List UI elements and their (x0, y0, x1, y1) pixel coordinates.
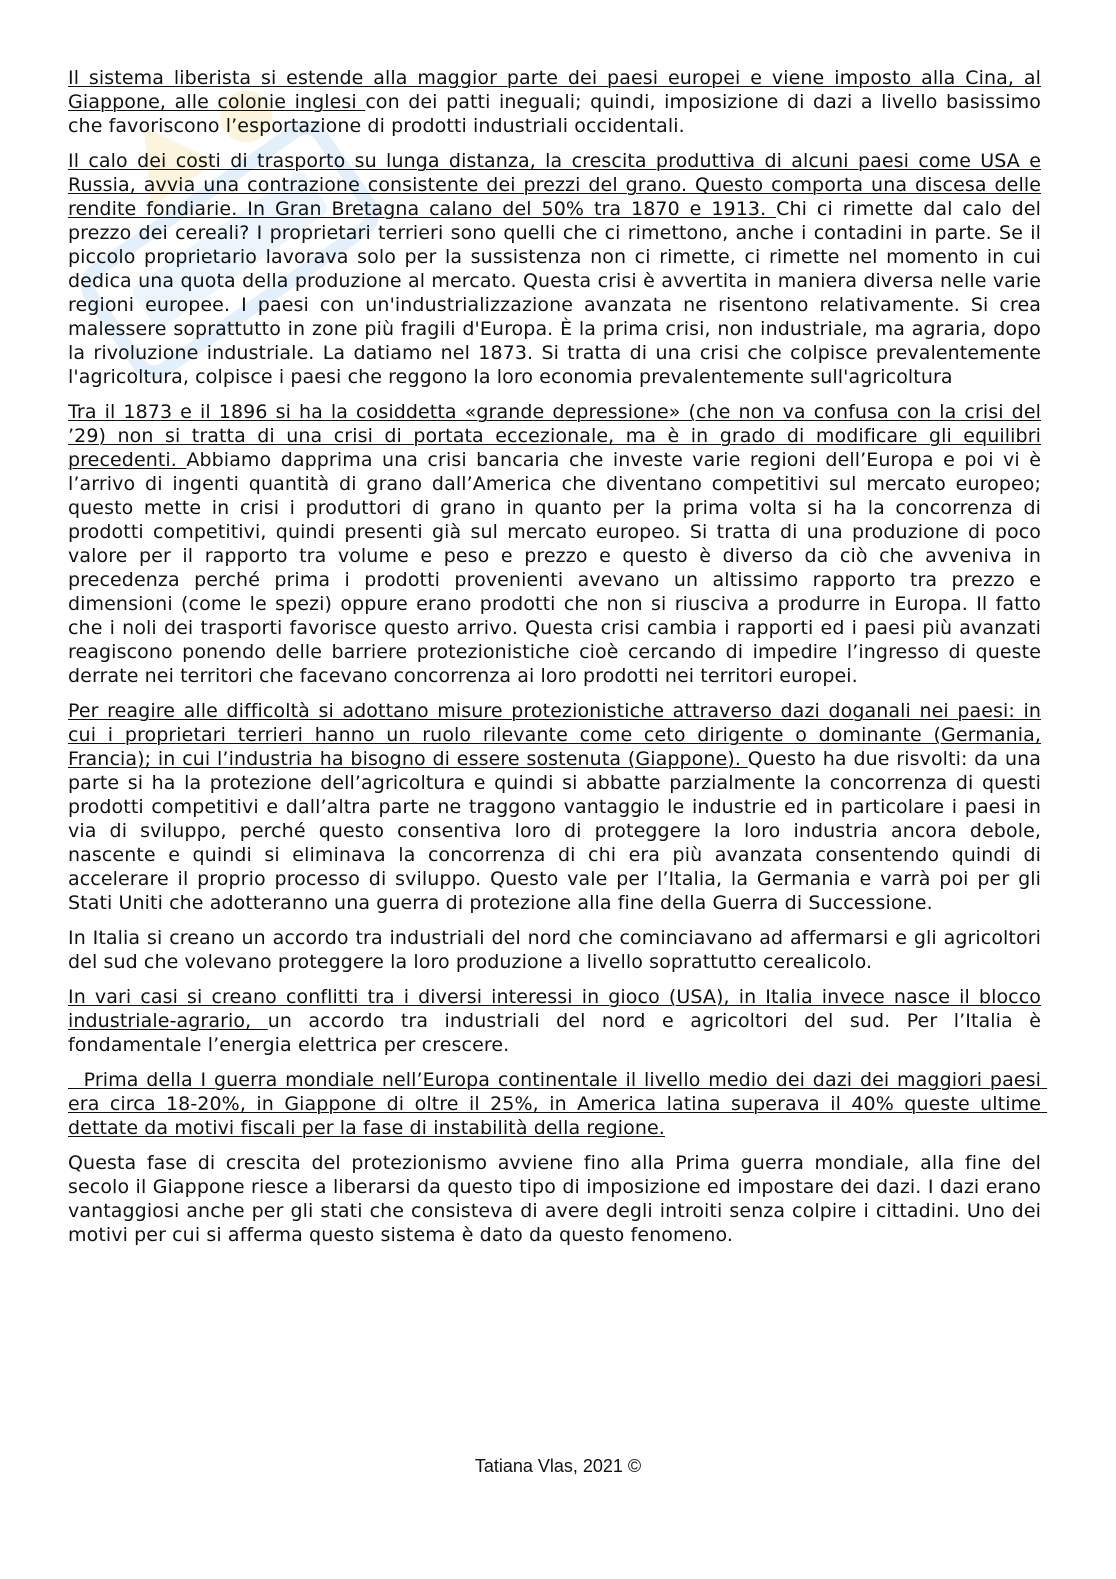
paragraph-5-text: In Italia si creano un accordo tra industriali del nord che cominciavano ad affermarsi e gli agricoltori del sud che volevano proteggere la loro produzione a livello soprattutto cerealicolo. (68, 927, 1041, 973)
paragraph-7 (68, 1068, 1048, 1140)
paragraph-2 (68, 149, 1041, 389)
paragraph-1 (68, 66, 1041, 138)
document-body (68, 66, 1048, 1258)
paragraph-4-underlined: Per reagire alle difficoltà si adottano misure protezionistiche attraverso dazi doganali nei paesi: in cui i proprietari terrieri hanno un ruolo rilevante come ceto dirigente o dominante (Germania, Francia); in cui l’industria ha bisogno di essere sostenuta (Giappone). (68, 700, 1041, 770)
paragraph-3-underlined: Tra il 1873 e il 1896 si ha la cosiddetta «grande depressione» (che non va confusa con la crisi del ’29) non si tratta di una crisi di portata eccezionale, ma è in grado di modificare gli equilibri precedenti. (68, 401, 1041, 471)
paragraph-2-underlined: Il calo dei costi di trasporto su lunga distanza, la crescita produttiva di alcuni paesi come USA e Russia, avvia una contrazione consistente dei prezzi del grano. Questo comporta una discesa delle rendite fondiarie. In Gran Bretagna calano del 50% tra 1870 e 1913. (68, 150, 1041, 220)
paragraph-7-underlined: Prima della I guerra mondiale nell’Europa continentale il livello medio dei dazi dei maggiori paesi era circa 18-20%, in Giappone di oltre il 25%, in America latina superava il 40% queste ultime dettate da motivi fiscali per la fase di instabilità della regione. (68, 1069, 1048, 1139)
paragraph-3 (68, 400, 1041, 688)
paragraph-1-text: con dei patti ineguali; quindi, imposizione di dazi a livello basissimo che favoriscono l’esportazione di prodotti industriali occidentali. (68, 91, 1042, 137)
paragraph-8 (68, 1151, 1041, 1247)
paragraph-3-text: Abbiamo dapprima una crisi bancaria che investe varie regioni dell’Europa e poi vi è l’arrivo di ingenti quantità di grano dall’America che diventano competitivi sul mercato europeo; questo mette in crisi i produttori di grano in quanto per la prima volta si ha la concorrenza di prodotti competitivi, quindi presenti già sul mercato europeo. Si tratta di una produzione di poco valore per il rapporto tra volume e peso e prezzo e questo è diverso da ciò che avveniva in precedenza perché prima i prodotti provenienti avevano un altissimo rapporto tra prezzo e dimensioni (come le spezi) oppure erano prodotti che non si riusciva a produrre in Europa. Il fatto che i noli dei trasporti favorisce questo arrivo. Questa crisi cambia i rapporti ed i paesi più avanzati reagiscono ponendo delle barriere protezionistiche cioè cercando di impedire l’ingresso di queste derrate nei territori che facevano concorrenza ai loro prodotti nei territori europei. (68, 449, 1041, 687)
paragraph-1-underlined: Il sistema liberista si estende alla maggior parte dei paesi europei e viene imposto alla Cina, al Giappone, alle colonie inglesi (68, 67, 1041, 113)
paragraph-5 (68, 926, 1041, 974)
paragraph-6 (68, 985, 1041, 1057)
paragraph-8-text: Questa fase di crescita del protezionismo avviene fino alla Prima guerra mondiale, alla fine del secolo il Giappone riesce a liberarsi da questo tipo di imposizione ed impostare dei dazi. I dazi erano vantaggiosi anche per gli stati che consisteva di avere degli introiti senza colpire i cittadini. Uno dei motivi per cui si afferma questo sistema è dato da questo fenomeno. (68, 1152, 1041, 1246)
paragraph-4 (68, 699, 1041, 915)
paragraph-6-underlined: In vari casi si creano conflitti tra i diversi interessi in gioco (USA), in Italia invece nasce il blocco industriale-agrario, (68, 986, 1041, 1032)
paragraph-4-text: Questo ha due risvolti: da una parte si ha la protezione dell’agricoltura e quindi si abbatte parzialmente la concorrenza di questi prodotti competitivi e dall’altra parte ne traggono vantaggio le industrie ed in particolare i paesi in via di sviluppo, perché questo consentiva loro di proteggere la loro industria ancora debole, nascente e quindi si eliminava la concorrenza di chi era più avanzata consentendo quindi di accelerare il proprio processo di sviluppo. Questo vale per l’Italia, la Germania e varrà poi per gli Stati Uniti che adotteranno una guerra di protezione alla fine della Guerra di Successione. (68, 748, 1041, 914)
page-footer: Tatiana Vlas, 2021 © (474, 1456, 642, 1476)
paragraph-2-text: Chi ci rimette dal calo del prezzo dei cereali? I proprietari terrieri sono quelli che ci rimettono, anche i contadini in parte. Se il piccolo proprietario lavorava solo per la sussistenza non ci rimette, ci rimette nel momento in cui dedica una quota della produzione al mercato. Questa crisi è avvertita in maniera diversa nelle varie regioni europee. I paesi con un'industrializzazione avanzata ne risentono relativamente. Si crea malessere soprattutto in zone più fragili d'Europa. È la prima crisi, non industriale, ma agraria, dopo la rivoluzione industriale. La datiamo nel 1873. Si tratta di una crisi che colpisce prevalentemente l'agricoltura, colpisce i paesi che reggono la loro economia prevalentemente sull'agricoltura (68, 198, 1042, 388)
paragraph-6-text: un accordo tra industriali del nord e agricoltori del sud. Per l’Italia è fondamentale l’energia elettrica per crescere. (68, 1010, 1041, 1056)
